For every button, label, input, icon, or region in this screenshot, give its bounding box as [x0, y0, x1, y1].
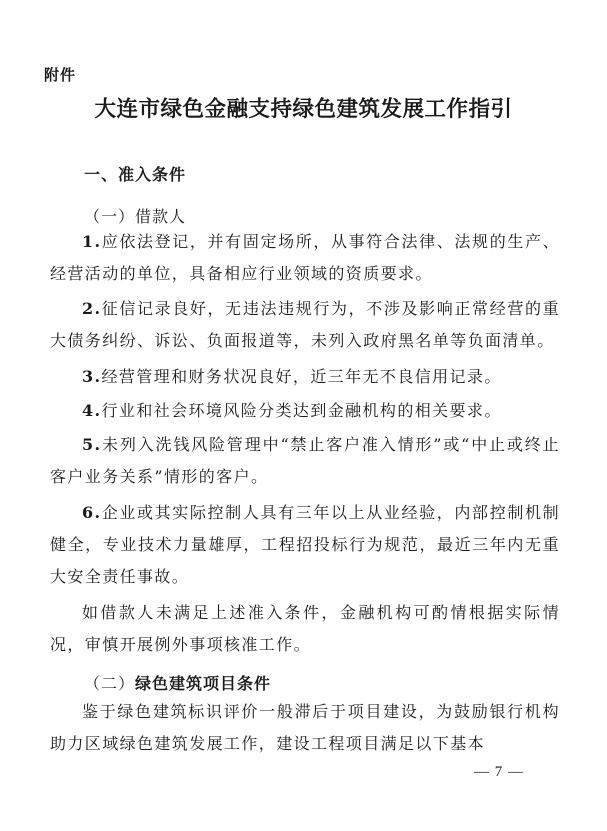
item-number: 1. — [82, 232, 102, 251]
item-number: 6. — [82, 503, 102, 522]
item-number: 2. — [82, 299, 102, 318]
subsection-number: （二） — [84, 674, 136, 693]
requirement-item-3 — [50, 361, 560, 393]
subsection-heading-borrower — [84, 204, 186, 227]
subsection-label: 绿色建筑项目条件 — [135, 674, 272, 693]
closing-paragraph: 鉴于绿色建筑标识评价一般滞后于项目建设，为鼓励银行机构助力区域绿色建筑发展工作，建设工程项目满足以下基本 — [50, 702, 560, 753]
item-text: 未列入洗钱风险管理中“禁止客户准入情形”或“中止或终止客户业务关系”情形的客户。 — [50, 435, 560, 486]
requirement-item-6 — [50, 497, 560, 593]
item-number: 4. — [82, 401, 102, 420]
section-heading: 一、准入条件 — [84, 165, 187, 184]
item-text: 行业和社会环境风险分类达到金融机构的相关要求。 — [101, 401, 502, 420]
subsection-number: （一） — [84, 207, 136, 226]
page-number: — 7 — — [474, 764, 524, 780]
requirement-item-2 — [50, 293, 560, 357]
item-number: 3. — [82, 367, 102, 386]
item-text: 企业或其实际控制人具有三年以上从业经验，内部控制机制健全，专业技术力量雄厚，工程招投标行为规范，最近三年内无重大安全责任事故。 — [50, 503, 560, 586]
exception-note: 如借款人未满足上述准入条件，金融机构可酌情根据实际情况，审慎开展例外事项核准工作。 — [50, 603, 560, 654]
requirement-item-1 — [50, 226, 560, 290]
document-title: 大连市绿色金融支持绿色建筑发展工作指引 — [94, 97, 513, 122]
item-text: 应依法登记，并有固定场所，从事符合法律、法规的生产、经营活动的单位，具备相应行业领域的资质要求。 — [50, 232, 560, 283]
requirement-item-4 — [50, 395, 560, 427]
item-text: 经营管理和财务状况良好，近三年无不良信用记录。 — [101, 367, 502, 386]
attachment-label: 附件 — [44, 66, 77, 84]
item-text: 征信记录良好，无违法违规行为，不涉及影响正常经营的重大债务纠纷、诉讼、负面报道等，未列入政府黑名单等负面清单。 — [50, 299, 560, 350]
subsection-label: 借款人 — [135, 207, 187, 226]
item-number: 5. — [82, 435, 102, 454]
requirement-item-5 — [50, 429, 560, 493]
subsection-heading-green-building — [84, 671, 271, 694]
